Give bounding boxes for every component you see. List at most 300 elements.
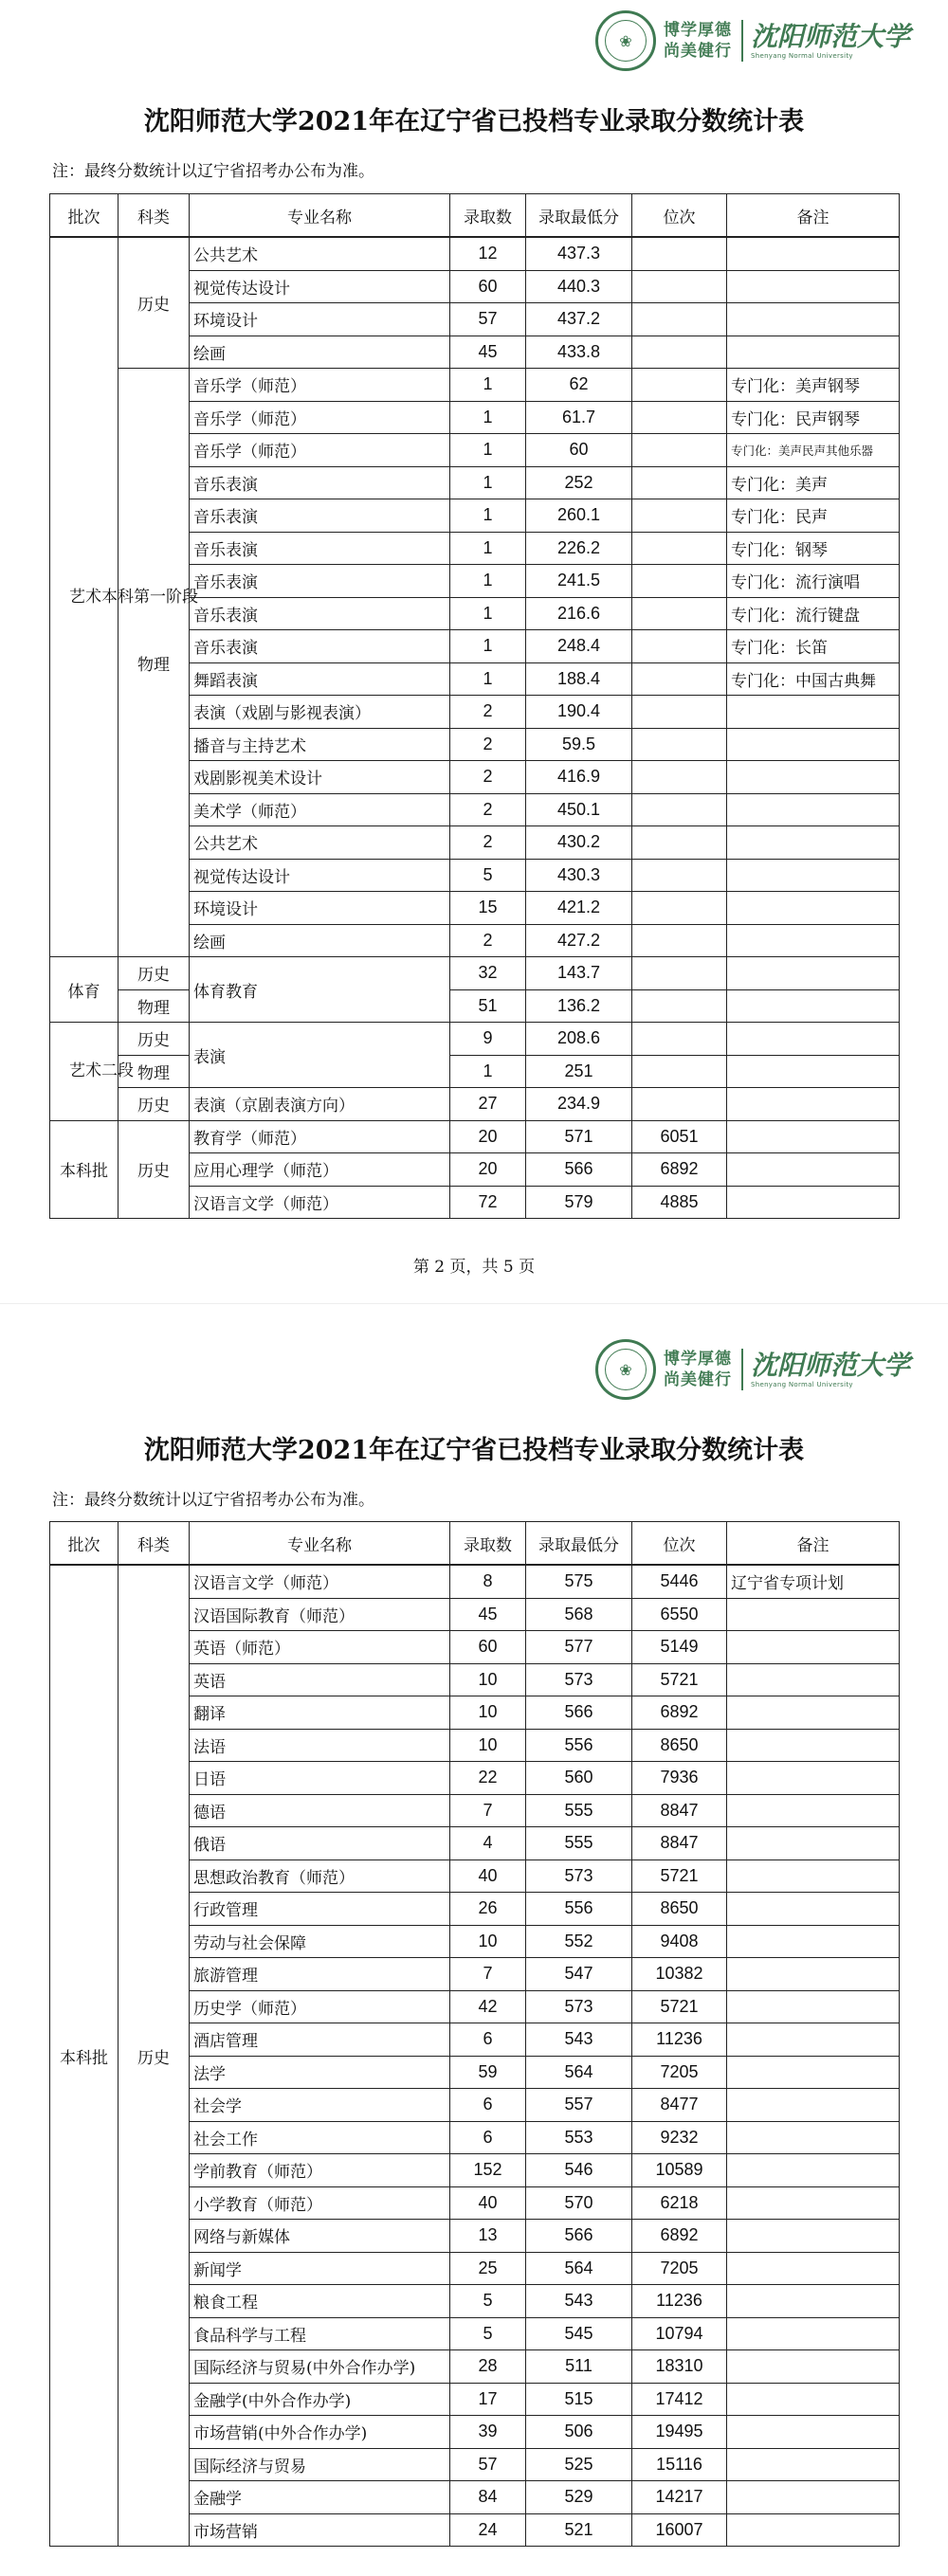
count-cell: 42: [450, 1990, 526, 2023]
count-cell: 1: [450, 434, 526, 467]
rank-cell: 6550: [632, 1598, 727, 1631]
major-cell: 市场营销: [190, 2513, 450, 2547]
major-cell: 公共艺术: [190, 237, 450, 270]
score-cell: 577: [526, 1631, 632, 1664]
page-footer: 第 2 页，共 5 页: [412, 1258, 536, 1277]
count-cell: 1: [450, 565, 526, 598]
count-cell: 7: [450, 1958, 526, 1991]
score-cell: 557: [526, 2089, 632, 2122]
note: 注：最终分数统计以辽宁省招考办公布为准。: [52, 1491, 374, 1510]
count-cell: 13: [450, 2220, 526, 2253]
count-cell: 10: [450, 1663, 526, 1696]
major-art2: 表演: [190, 1023, 450, 1088]
score-cell: 555: [526, 1794, 632, 1827]
rank-cell: [632, 728, 727, 761]
major-cell: 汉语言文学（师范）: [190, 1186, 450, 1219]
rank-cell: 6218: [632, 2186, 727, 2220]
major-cell: 教育学（师范）: [190, 1120, 450, 1153]
count-cell: 1: [450, 401, 526, 434]
table-row: [50, 1023, 900, 1056]
header-count: 录取数: [450, 194, 526, 238]
remark-cell: [727, 859, 900, 892]
score-cell: 433.8: [526, 336, 632, 369]
rank-cell: [632, 989, 727, 1023]
score-cell: 248.4: [526, 630, 632, 663]
rank-cell: [632, 466, 727, 499]
count-cell: 6: [450, 2089, 526, 2122]
rank-cell: 6892: [632, 1696, 727, 1730]
rank-cell: 6051: [632, 1120, 727, 1153]
score-cell: 525: [526, 2448, 632, 2481]
rank-cell: [632, 499, 727, 533]
major-cell: 法语: [190, 1729, 450, 1762]
category-history: 历史: [118, 1565, 190, 2547]
score-cell: 143.7: [526, 957, 632, 990]
remark-cell: [727, 826, 900, 860]
score-cell: 556: [526, 1729, 632, 1762]
rank-cell: 5721: [632, 1859, 727, 1893]
header-remark: 备注: [727, 194, 900, 238]
count-cell: 2: [450, 793, 526, 826]
remark-cell: [727, 1186, 900, 1219]
rank-cell: [632, 597, 727, 630]
rank-cell: 15116: [632, 2448, 727, 2481]
major-cell: 音乐学（师范）: [190, 369, 450, 402]
score-cell: 241.5: [526, 565, 632, 598]
remark-cell: 辽宁省专项计划: [727, 1565, 900, 1598]
remark-cell: [727, 892, 900, 925]
header-rank: 位次: [632, 1522, 727, 1566]
university-name-en: Shenyang Normal University: [750, 52, 853, 60]
rank-cell: 10589: [632, 2154, 727, 2187]
count-cell: 5: [450, 859, 526, 892]
header-major: 专业名称: [190, 194, 450, 238]
remark-cell: [727, 1794, 900, 1827]
motto-line-2: 尚美健行: [663, 42, 732, 61]
rank-cell: [632, 630, 727, 663]
rank-cell: 5446: [632, 1565, 727, 1598]
major-cell: 音乐表演: [190, 499, 450, 533]
category-pe-physics: 物理: [118, 989, 190, 1023]
remark-cell: [727, 1958, 900, 1991]
score-cell: 437.3: [526, 237, 632, 270]
major-cell: 音乐表演: [190, 630, 450, 663]
remark-cell: [727, 2448, 900, 2481]
remark-cell: [727, 2089, 900, 2122]
count-cell: 60: [450, 270, 526, 303]
count-cell: 40: [450, 2186, 526, 2220]
count-cell: 1: [450, 532, 526, 565]
table-row: [50, 1055, 900, 1088]
major-cell: 思想政治教育（师范）: [190, 1859, 450, 1893]
score-cell: 573: [526, 1990, 632, 2023]
header-min-score: 录取最低分: [526, 1522, 632, 1566]
score-cell: 437.2: [526, 303, 632, 336]
rank-cell: 9232: [632, 2121, 727, 2154]
score-cell: 430.3: [526, 859, 632, 892]
count-cell: 8: [450, 1565, 526, 1598]
rank-cell: 4885: [632, 1186, 727, 1219]
count-cell: 20: [450, 1120, 526, 1153]
score-cell: 564: [526, 2056, 632, 2089]
count-cell: 60: [450, 1631, 526, 1664]
major-cell: 英语: [190, 1663, 450, 1696]
count-cell: 7: [450, 1794, 526, 1827]
count-cell: 6: [450, 2121, 526, 2154]
score-cell: 190.4: [526, 696, 632, 729]
count-cell: 17: [450, 2383, 526, 2416]
rank-cell: 7936: [632, 1762, 727, 1795]
major-cell: 播音与主持艺术: [190, 728, 450, 761]
batch-art2: 艺术二段: [50, 1023, 118, 1121]
university-name: [751, 1351, 910, 1388]
count-cell: 26: [450, 1893, 526, 1926]
score-cell: 59.5: [526, 728, 632, 761]
score-cell: 60: [526, 434, 632, 467]
table-row: [50, 989, 900, 1023]
count-cell: 2: [450, 728, 526, 761]
major-cell: 德语: [190, 1794, 450, 1827]
major-cell: 公共艺术: [190, 826, 450, 860]
major-cell: 表演（戏剧与影视表演）: [190, 696, 450, 729]
rank-cell: [632, 793, 727, 826]
remark-cell: 专门化：钢琴: [727, 532, 900, 565]
score-cell: 546: [526, 2154, 632, 2187]
admission-table: [49, 193, 900, 1219]
score-cell: 575: [526, 1565, 632, 1598]
page-title: 沈阳师范大学2021年在辽宁省已投档专业录取分数统计表: [143, 107, 805, 136]
count-cell: 57: [450, 303, 526, 336]
score-cell: 61.7: [526, 401, 632, 434]
university-name-en: Shenyang Normal University: [750, 1381, 853, 1388]
remark-cell: [727, 1990, 900, 2023]
remark-cell: [727, 989, 900, 1023]
university-seal-icon: ❀: [595, 10, 656, 71]
remark-cell: [727, 2513, 900, 2547]
rank-cell: 6892: [632, 2220, 727, 2253]
major-cell: 网络与新媒体: [190, 2220, 450, 2253]
score-cell: 260.1: [526, 499, 632, 533]
score-cell: 515: [526, 2383, 632, 2416]
rank-cell: 17412: [632, 2383, 727, 2416]
category-art2-physics: 物理: [118, 1055, 190, 1088]
category-art1-history: 历史: [118, 237, 190, 369]
major-cell: 音乐表演: [190, 565, 450, 598]
rank-cell: [632, 696, 727, 729]
rank-cell: [632, 957, 727, 990]
count-cell: 2: [450, 696, 526, 729]
rank-cell: 8847: [632, 1794, 727, 1827]
rank-cell: 16007: [632, 2513, 727, 2547]
major-cell: 绘画: [190, 924, 450, 957]
major-cell: 日语: [190, 1762, 450, 1795]
count-cell: 2: [450, 826, 526, 860]
rank-cell: [632, 434, 727, 467]
score-cell: 62: [526, 369, 632, 402]
motto-line-2: 尚美健行: [663, 1370, 732, 1389]
rank-cell: 5149: [632, 1631, 727, 1664]
count-cell: 6: [450, 2023, 526, 2057]
score-cell: 252: [526, 466, 632, 499]
rank-cell: 5721: [632, 1990, 727, 2023]
major-cell: 劳动与社会保障: [190, 1925, 450, 1958]
rank-cell: 7205: [632, 2252, 727, 2285]
motto-line-1: 博学厚德: [663, 1350, 732, 1369]
note: 注：最终分数统计以辽宁省招考办公布为准。: [52, 162, 374, 181]
score-cell: 427.2: [526, 924, 632, 957]
remark-cell: [727, 2350, 900, 2384]
score-cell: 570: [526, 2186, 632, 2220]
score-cell: 450.1: [526, 793, 632, 826]
score-cell: 226.2: [526, 532, 632, 565]
header-batch: 批次: [50, 194, 118, 238]
university-logo: [595, 1336, 910, 1403]
remark-cell: [727, 1055, 900, 1088]
remark-cell: [727, 1023, 900, 1056]
major-cell: 国际经济与贸易: [190, 2448, 450, 2481]
score-cell: 208.6: [526, 1023, 632, 1056]
remark-cell: [727, 1859, 900, 1893]
header-min-score: 录取最低分: [526, 194, 632, 238]
score-cell: 521: [526, 2513, 632, 2547]
university-name-cn: 沈阳师范大学: [750, 21, 910, 52]
count-cell: 1: [450, 369, 526, 402]
major-cell: 表演（京剧表演方向）: [190, 1088, 450, 1121]
count-cell: 32: [450, 957, 526, 990]
remark-cell: [727, 1762, 900, 1795]
count-cell: 22: [450, 1762, 526, 1795]
category-art2-history: 历史: [118, 1023, 190, 1056]
major-cell: 社会工作: [190, 2121, 450, 2154]
score-cell: 545: [526, 2317, 632, 2350]
category-pe-history: 历史: [118, 957, 190, 990]
major-cell: 金融学(中外合作办学): [190, 2383, 450, 2416]
count-cell: 27: [450, 1088, 526, 1121]
major-cell: 汉语国际教育（师范）: [190, 1598, 450, 1631]
count-cell: 20: [450, 1153, 526, 1187]
remark-cell: [727, 793, 900, 826]
count-cell: 59: [450, 2056, 526, 2089]
rank-cell: 6892: [632, 1153, 727, 1187]
score-cell: 216.6: [526, 597, 632, 630]
score-cell: 416.9: [526, 761, 632, 794]
score-cell: 564: [526, 2252, 632, 2285]
remark-cell: [727, 237, 900, 270]
rank-cell: [632, 303, 727, 336]
remark-cell: [727, 336, 900, 369]
header-count: 录取数: [450, 1522, 526, 1566]
count-cell: 10: [450, 1729, 526, 1762]
count-cell: 1: [450, 597, 526, 630]
table-row: [50, 1565, 900, 1598]
table-header-row: [50, 194, 900, 238]
count-cell: 1: [450, 466, 526, 499]
admission-table-2: [49, 1521, 900, 2547]
motto: [664, 20, 743, 62]
score-cell: 568: [526, 1598, 632, 1631]
remark-cell: [727, 1153, 900, 1187]
remark-cell: 专门化：长笛: [727, 630, 900, 663]
score-cell: 573: [526, 1859, 632, 1893]
score-cell: 556: [526, 1893, 632, 1926]
major-cell: 历史学（师范）: [190, 1990, 450, 2023]
major-cell: 音乐表演: [190, 532, 450, 565]
count-cell: 72: [450, 1186, 526, 1219]
remark-cell: [727, 1631, 900, 1664]
header-major: 专业名称: [190, 1522, 450, 1566]
batch-bachelor: 本科批: [50, 1120, 118, 1219]
header-rank: 位次: [632, 194, 727, 238]
score-cell: 251: [526, 1055, 632, 1088]
major-cell: 行政管理: [190, 1893, 450, 1926]
major-cell: 音乐学（师范）: [190, 434, 450, 467]
remark-cell: [727, 2220, 900, 2253]
university-name-cn: 沈阳师范大学: [750, 1350, 910, 1381]
category-art2-history-2: 历史: [118, 1088, 190, 1121]
remark-cell: [727, 1729, 900, 1762]
count-cell: 57: [450, 2448, 526, 2481]
major-cell: 应用心理学（师范）: [190, 1153, 450, 1187]
count-cell: 45: [450, 336, 526, 369]
major-cell: 粮食工程: [190, 2285, 450, 2318]
rank-cell: [632, 662, 727, 696]
score-cell: 440.3: [526, 270, 632, 303]
rank-cell: [632, 369, 727, 402]
major-cell: 戏剧影视美术设计: [190, 761, 450, 794]
count-cell: 45: [450, 1598, 526, 1631]
page-title: 沈阳师范大学2021年在辽宁省已投档专业录取分数统计表: [143, 1436, 805, 1465]
score-cell: 573: [526, 1663, 632, 1696]
remark-cell: [727, 696, 900, 729]
count-cell: 10: [450, 1925, 526, 1958]
rank-cell: 8477: [632, 2089, 727, 2122]
count-cell: 152: [450, 2154, 526, 2187]
major-cell: 环境设计: [190, 303, 450, 336]
count-cell: 15: [450, 892, 526, 925]
remark-cell: 专门化：美声钢琴: [727, 369, 900, 402]
rank-cell: 5721: [632, 1663, 727, 1696]
rank-cell: 14217: [632, 2481, 727, 2514]
major-pe: 体育教育: [190, 957, 450, 1023]
count-cell: 28: [450, 2350, 526, 2384]
rank-cell: [632, 1088, 727, 1121]
rank-cell: [632, 532, 727, 565]
rank-cell: [632, 761, 727, 794]
major-cell: 环境设计: [190, 892, 450, 925]
remark-cell: 专门化：民声钢琴: [727, 401, 900, 434]
header-category: 科类: [118, 194, 190, 238]
major-cell: 翻译: [190, 1696, 450, 1730]
score-cell: 188.4: [526, 662, 632, 696]
rank-cell: [632, 924, 727, 957]
score-cell: 511: [526, 2350, 632, 2384]
major-cell: 视觉传达设计: [190, 859, 450, 892]
count-cell: 24: [450, 2513, 526, 2547]
rank-cell: [632, 270, 727, 303]
major-cell: 旅游管理: [190, 1958, 450, 1991]
rank-cell: 19495: [632, 2416, 727, 2449]
count-cell: 1: [450, 630, 526, 663]
header-remark: 备注: [727, 1522, 900, 1566]
score-cell: 571: [526, 1120, 632, 1153]
university-seal-icon: ❀: [595, 1339, 656, 1400]
score-cell: 547: [526, 1958, 632, 1991]
major-cell: 国际经济与贸易(中外合作办学): [190, 2350, 450, 2384]
remark-cell: 专门化：美声民声其他乐器: [727, 434, 900, 467]
remark-cell: [727, 1663, 900, 1696]
count-cell: 9: [450, 1023, 526, 1056]
score-cell: 566: [526, 1696, 632, 1730]
remark-cell: [727, 2317, 900, 2350]
count-cell: 12: [450, 237, 526, 270]
major-cell: 汉语言文学（师范）: [190, 1565, 450, 1598]
remark-cell: [727, 2186, 900, 2220]
score-cell: 555: [526, 1827, 632, 1860]
remark-cell: [727, 303, 900, 336]
score-cell: 136.2: [526, 989, 632, 1023]
count-cell: 84: [450, 2481, 526, 2514]
score-cell: 553: [526, 2121, 632, 2154]
count-cell: 1: [450, 662, 526, 696]
score-cell: 543: [526, 2023, 632, 2057]
header-category: 科类: [118, 1522, 190, 1566]
count-cell: 5: [450, 2317, 526, 2350]
table-row: [50, 957, 900, 990]
remark-cell: 专门化：流行演唱: [727, 565, 900, 598]
rank-cell: [632, 401, 727, 434]
major-cell: 学前教育（师范）: [190, 2154, 450, 2187]
major-cell: 音乐学（师范）: [190, 401, 450, 434]
remark-cell: [727, 2023, 900, 2057]
score-cell: 566: [526, 2220, 632, 2253]
rank-cell: 8650: [632, 1729, 727, 1762]
rank-cell: [632, 237, 727, 270]
major-cell: 英语（师范）: [190, 1631, 450, 1664]
remark-cell: [727, 1598, 900, 1631]
score-cell: 421.2: [526, 892, 632, 925]
batch-art1: 艺术本科第一阶段: [50, 237, 118, 957]
rank-cell: [632, 826, 727, 860]
remark-cell: [727, 728, 900, 761]
remark-cell: [727, 1088, 900, 1121]
remark-cell: [727, 2121, 900, 2154]
rank-cell: [632, 892, 727, 925]
count-cell: 10: [450, 1696, 526, 1730]
rank-cell: 8847: [632, 1827, 727, 1860]
score-cell: 543: [526, 2285, 632, 2318]
major-cell: 新闻学: [190, 2252, 450, 2285]
motto: [664, 1349, 743, 1390]
major-cell: 社会学: [190, 2089, 450, 2122]
remark-cell: [727, 2154, 900, 2187]
remark-cell: 专门化：美声: [727, 466, 900, 499]
score-cell: 234.9: [526, 1088, 632, 1121]
remark-cell: [727, 1925, 900, 1958]
rank-cell: 10382: [632, 1958, 727, 1991]
remark-cell: [727, 2056, 900, 2089]
major-cell: 食品科学与工程: [190, 2317, 450, 2350]
motto-line-1: 博学厚德: [663, 21, 732, 40]
rank-cell: [632, 1023, 727, 1056]
remark-cell: [727, 1120, 900, 1153]
rank-cell: [632, 565, 727, 598]
count-cell: 2: [450, 761, 526, 794]
score-cell: 579: [526, 1186, 632, 1219]
score-cell: 529: [526, 2481, 632, 2514]
rank-cell: 9408: [632, 1925, 727, 1958]
count-cell: 4: [450, 1827, 526, 1860]
major-cell: 音乐表演: [190, 597, 450, 630]
